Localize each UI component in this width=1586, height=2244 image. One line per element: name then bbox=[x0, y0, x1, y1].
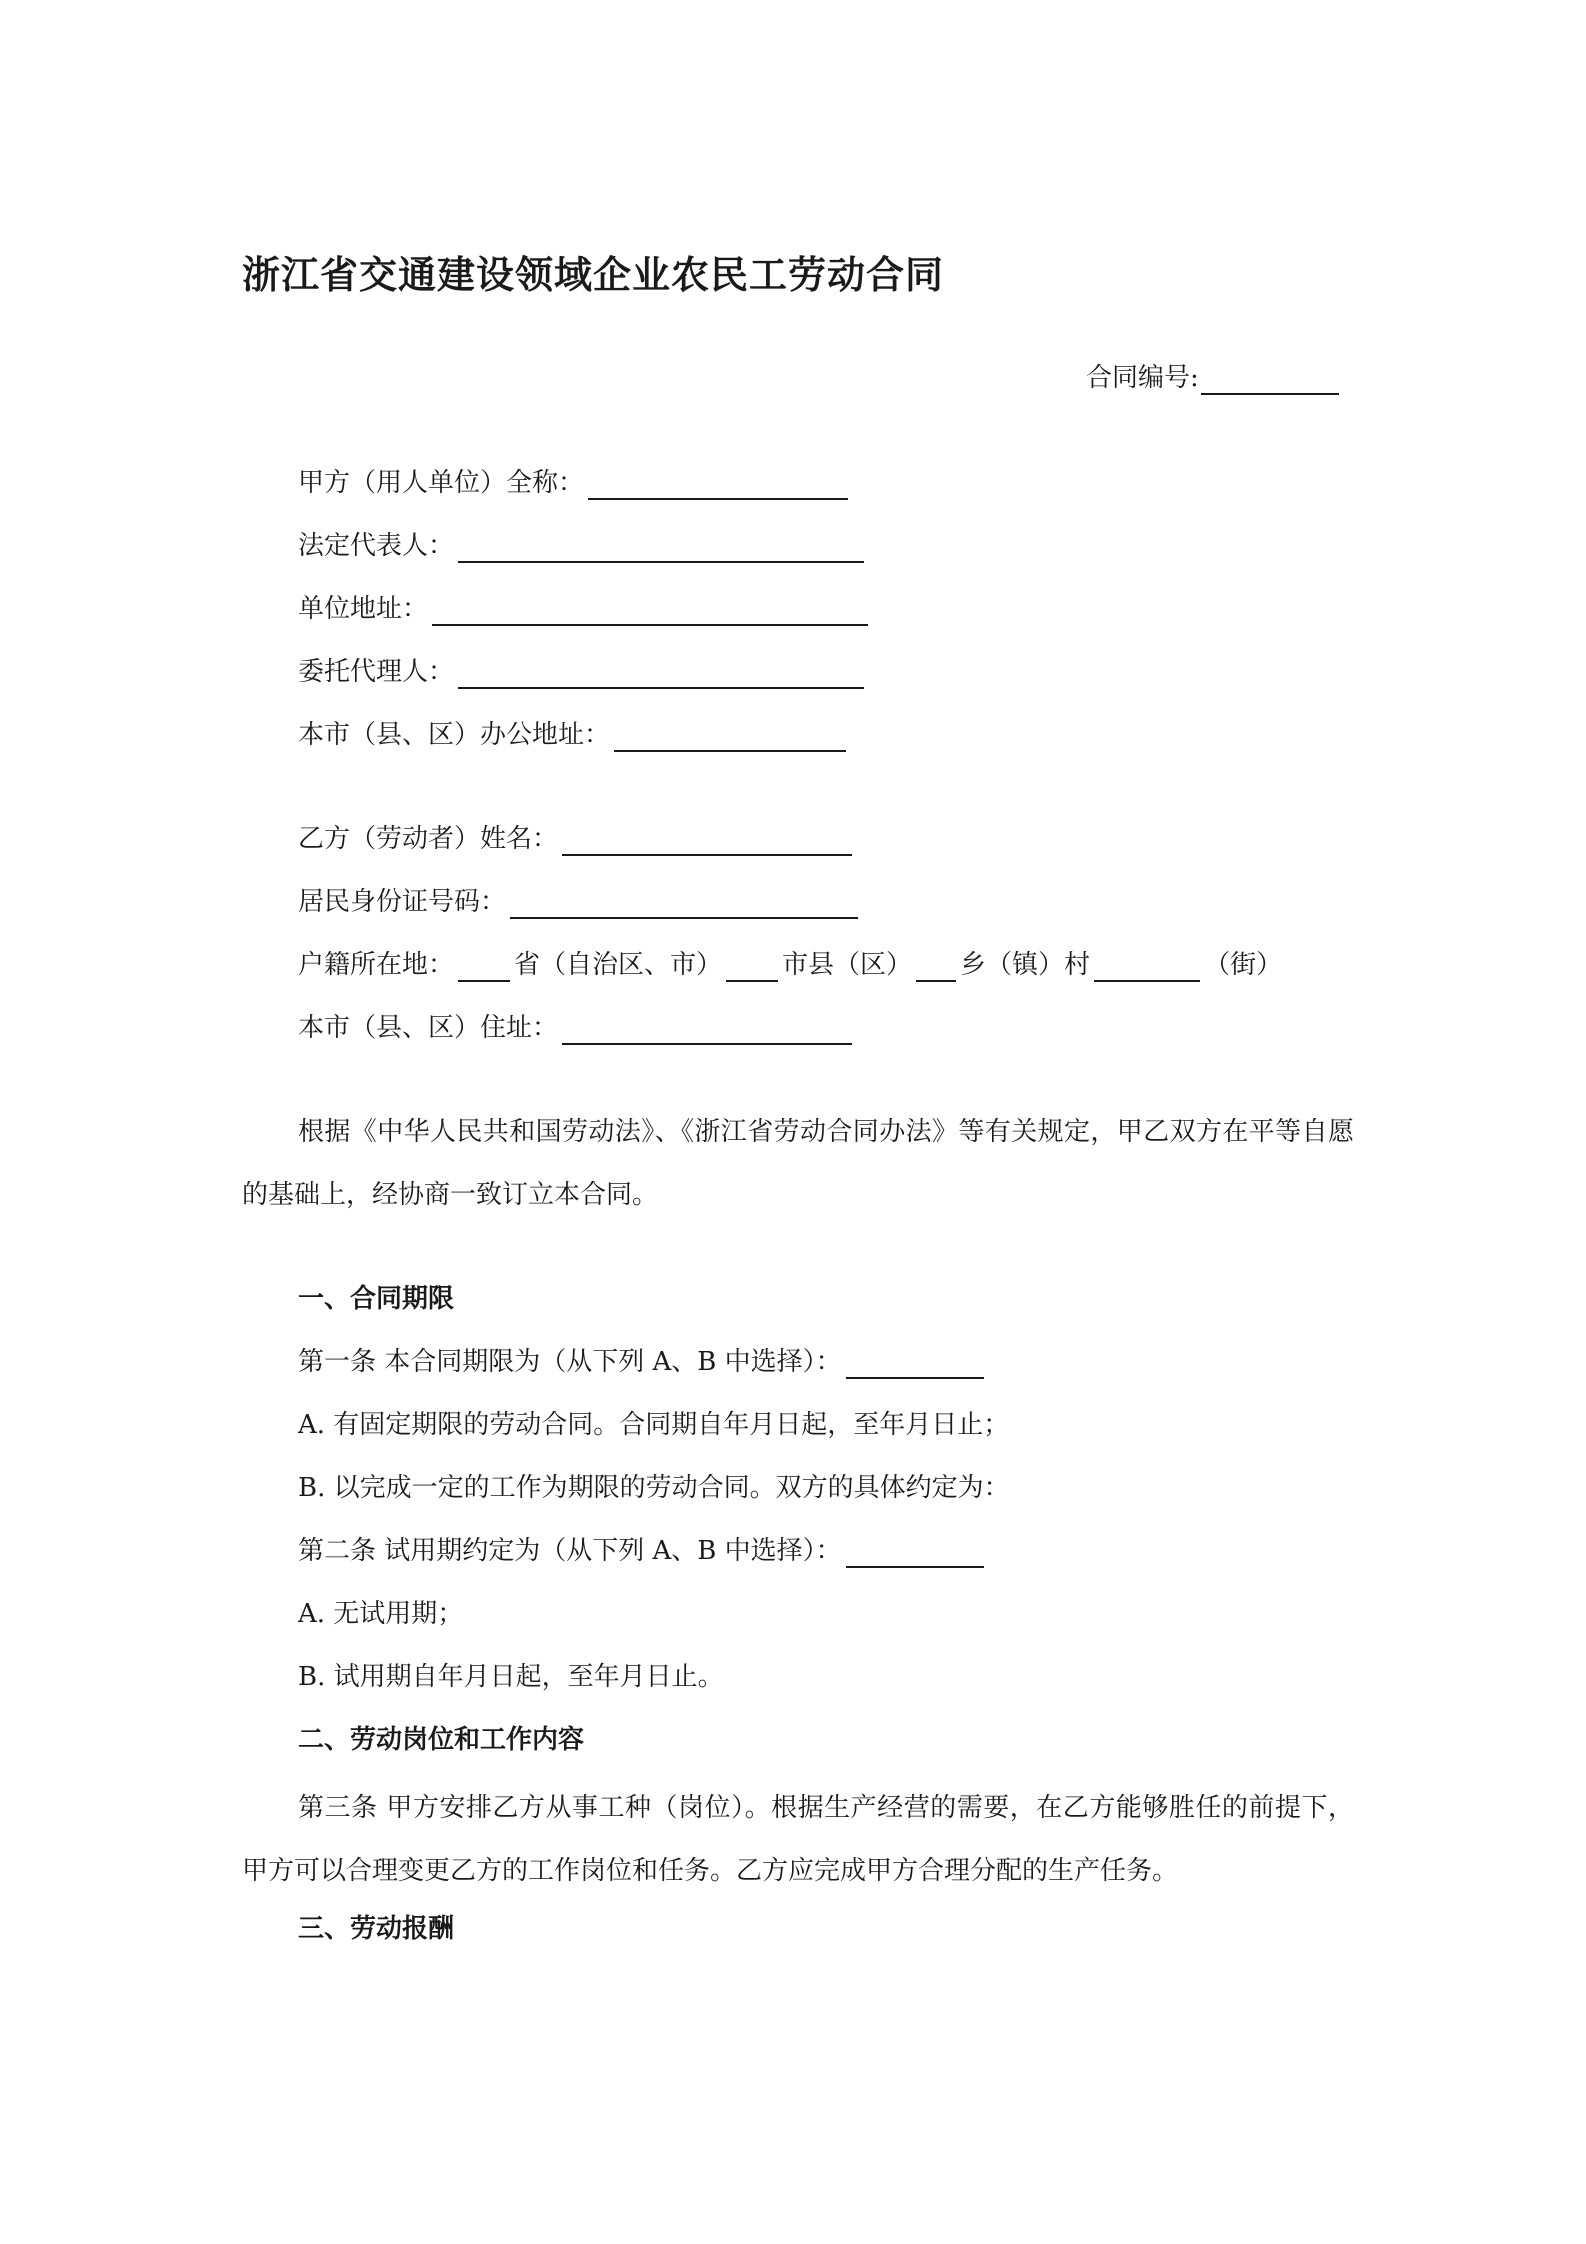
document-title: 浙江省交通建设领域企业农民工劳动合同 bbox=[242, 253, 945, 297]
party-b-name-row bbox=[298, 822, 856, 856]
contract-number-row bbox=[1086, 361, 1343, 395]
contract-number-blank[interactable] bbox=[1201, 363, 1339, 395]
party-b-hukou-row bbox=[298, 948, 1282, 982]
hukou-province-blank[interactable] bbox=[458, 950, 510, 982]
article-2-blank[interactable] bbox=[846, 1536, 984, 1568]
party-b-id-blank[interactable] bbox=[510, 887, 858, 919]
article-2-option-b: B. 试用期自年月日起，至年月日止。 bbox=[298, 1662, 724, 1692]
hukou-city-blank[interactable] bbox=[726, 950, 778, 982]
hukou-street-text: （街） bbox=[1204, 950, 1283, 980]
party-a-address-row bbox=[298, 592, 872, 626]
section-3-heading: 三、劳动报酬 bbox=[298, 1914, 455, 1944]
hukou-town-blank[interactable] bbox=[916, 950, 956, 982]
party-b-address-label: 本市（县、区）住址： bbox=[298, 1013, 559, 1043]
party-b-address-blank[interactable] bbox=[562, 1013, 852, 1045]
hukou-city-text: 市县（区） bbox=[782, 950, 913, 980]
article-1-option-b: B. 以完成一定的工作为期限的劳动合同。双方的具体约定为： bbox=[298, 1473, 1010, 1503]
party-a-office-blank[interactable] bbox=[614, 720, 846, 752]
party-a-address-blank[interactable] bbox=[432, 594, 868, 626]
article-2-option-a: A. 无试用期； bbox=[298, 1599, 464, 1629]
party-a-name-blank[interactable] bbox=[588, 468, 848, 500]
article-3-paragraph: 第三条 甲方安排乙方从事工种（岗位）。根据生产经营的需要，在乙方能够胜任的前提下，甲方可以合理变更乙方的工作岗位和任务。乙方应完成甲方合理分配的生产任务。 bbox=[242, 1793, 1354, 1886]
party-a-legal-rep-row bbox=[298, 529, 868, 563]
party-a-agent-label: 委托代理人： bbox=[298, 657, 455, 687]
party-a-agent-row bbox=[298, 655, 868, 689]
party-b-address-row bbox=[298, 1011, 856, 1045]
section-2-heading: 二、劳动岗位和工作内容 bbox=[298, 1725, 585, 1755]
preamble-paragraph: 根据《中华人民共和国劳动法》、《浙江省劳动合同办法》等有关规定，甲乙双方在平等自愿的基础上，经协商一致订立本合同。 bbox=[242, 1117, 1354, 1210]
article-1-text: 第一条 本合同期限为（从下列 A、B 中选择）： bbox=[298, 1347, 842, 1377]
party-a-address-label: 单位地址： bbox=[298, 594, 429, 624]
party-a-name-row bbox=[298, 466, 852, 500]
article-1-blank[interactable] bbox=[846, 1347, 984, 1379]
party-a-legal-rep-label: 法定代表人： bbox=[298, 531, 455, 561]
hukou-province-text: 省（自治区、市） bbox=[514, 950, 723, 980]
article-2-text: 第二条 试用期约定为（从下列 A、B 中选择）： bbox=[298, 1536, 842, 1566]
party-a-office-label: 本市（县、区）办公地址： bbox=[298, 720, 611, 750]
article-1-option-a: A. 有固定期限的劳动合同。合同期自年月日起，至年月日止； bbox=[298, 1410, 1010, 1440]
party-b-name-blank[interactable] bbox=[562, 824, 852, 856]
party-b-name-label: 乙方（劳动者）姓名： bbox=[298, 824, 559, 854]
party-b-id-label: 居民身份证号码： bbox=[298, 887, 507, 917]
hukou-town-text: 乡（镇）村 bbox=[960, 950, 1091, 980]
party-a-legal-rep-blank[interactable] bbox=[458, 531, 864, 563]
party-b-id-row bbox=[298, 885, 862, 919]
section-1-heading: 一、合同期限 bbox=[298, 1284, 455, 1314]
party-a-office-row bbox=[298, 718, 850, 752]
hukou-label: 户籍所在地： bbox=[298, 950, 455, 980]
party-a-name-label: 甲方（用人单位）全称： bbox=[298, 468, 585, 498]
party-a-agent-blank[interactable] bbox=[458, 657, 864, 689]
article-1-row bbox=[298, 1345, 988, 1379]
article-2-row bbox=[298, 1534, 988, 1568]
contract-number-label: 合同编号: bbox=[1086, 363, 1199, 393]
hukou-street-blank[interactable] bbox=[1094, 950, 1200, 982]
